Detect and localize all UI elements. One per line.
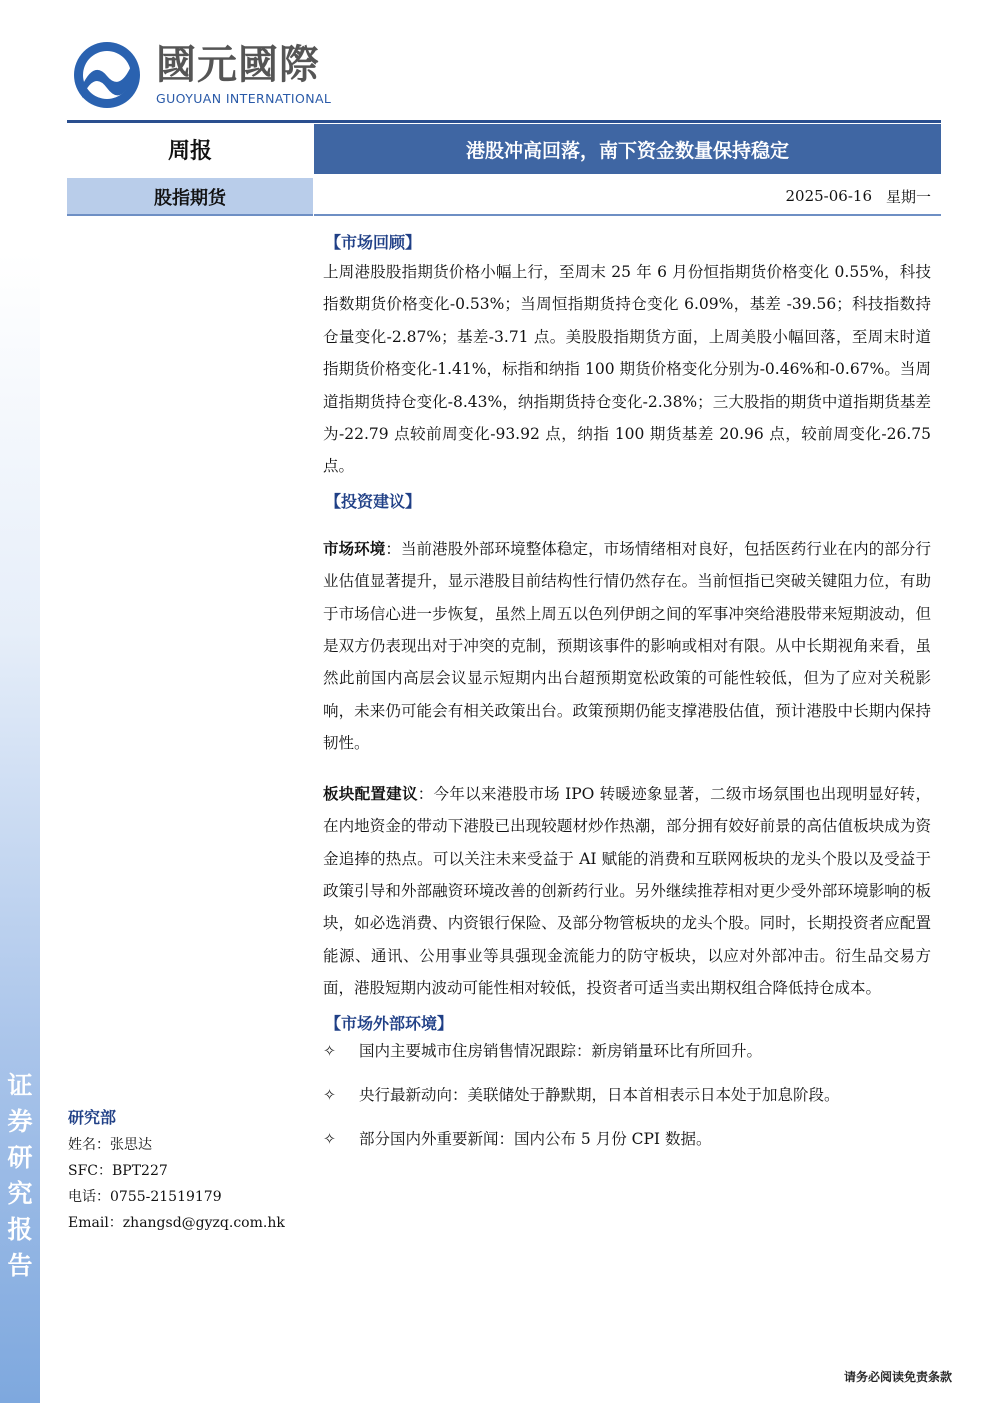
section-heading-advice: 【投资建议】 xyxy=(325,491,422,511)
review-paragraph: 上周港股股指期货价格小幅上行，至周末 25 年 6 月份恒指期货价格变化 0.55%，科技指数期货价格变化-0.53%；当周恒指期货持仓变化 6.09%，基差 -39.56；科技指数持仓量变化-2.87%；基差-3.71 点。美股股指期货方面，上周美股小幅回落，至周末时道指期货价格变化-1.41%，标指和纳指 100 期货价格变化分别为-0.46%和-0.67%。当周道指期货持仓变化-8.43%，纳指期货持仓变化-2.38%；三大股指的期货中道指期货基差为-22.79 点较前周变化-93.92 点，纳指 100 期货基差 20.96 点，较前周变化-26.75 点。 xyxy=(323,263,931,476)
logo-mark-icon xyxy=(72,40,142,110)
side-label: 证券研究报告 xyxy=(7,1071,33,1280)
diamond-bullet-icon: ✧ xyxy=(323,1129,336,1148)
report-title: 港股冲高回落，南下资金数量保持稳定 xyxy=(314,124,941,174)
report-weekday: 星期一 xyxy=(885,187,931,206)
contact-department: 研究部 xyxy=(68,1108,117,1127)
logo-chinese-text: 國元國際 xyxy=(156,42,320,88)
contact-email[interactable]: Email：zhangsd@gyzq.com.hk xyxy=(68,1215,285,1231)
contact-phone: 电话：0755-21519179 xyxy=(68,1189,222,1205)
advice-market-paragraph xyxy=(323,533,931,760)
section-heading-review: 【市场回顾】 xyxy=(325,233,422,252)
report-type: 周报 xyxy=(167,138,212,164)
analyst-contact xyxy=(68,1106,308,1236)
bullet-text: 部分国内外重要新闻：国内公布 5 月份 CPI 数据。 xyxy=(359,1129,712,1148)
contact-sfc: SFC：BPT227 xyxy=(68,1163,168,1179)
advice-market-text: ：当前港股外部环境整体稳定，市场情绪相对良好，包括医药行业在内的部分行业估值显著提升，显示港股目前结构性行情仍然存在。当前恒指已突破关键阻力位，有助于市场信心进一步恢复，虽然上周五以色列伊朗之间的军事冲突给港股带来短期波动，但是双方仍表现出对于冲突的克制，预期该事件的影响或相对有限。从中长期视角来看，虽然此前国内高层会议显示短期内出台超预期宽松政策的可能性较低，但为了应对关税影响，未来仍可能会有相关政策出台。政策预期仍能支撑港股估值，预计港股中长期内保持韧性。 xyxy=(323,539,931,753)
list-item xyxy=(323,1041,931,1061)
advice-sector-text: ：今年以来港股市场 IPO 转暖迹象显著，二级市场氛围也出现明显好转，在内地资金的带动下港股已出现较题材炒作热潮，部分拥有姣好前景的高估值板块成为资金追捧的热点。可以关注未来受益于 AI 赋能的消费和互联网板块的龙头个股以及受益于政策引导和外部融资环境改善的创新药行业。另外继续推荐相对更少受外部环境影响的板块，如必选消费、内资银行保险、及部分物管板块的龙头个股。同时，长期投资者应配置能源、通讯、公用事业等具强现金流能力的防守板块，以应对外部冲击。衍生品交易方面，港股短期内波动可能性相对较低，投资者可适当卖出期权组合降低持仓成本。 xyxy=(323,784,931,998)
header-rule xyxy=(67,120,941,123)
footer-disclaimer[interactable]: 请务必阅读免责条款 xyxy=(843,1370,952,1384)
list-item xyxy=(323,1085,931,1105)
diamond-bullet-icon: ✧ xyxy=(323,1041,336,1060)
diamond-bullet-icon: ✧ xyxy=(323,1085,336,1104)
bullet-text: 国内主要城市住房销售情况跟踪：新房销量环比有所回升。 xyxy=(359,1041,763,1060)
external-bullet-list xyxy=(323,1041,931,1149)
advice-market-label: 市场环境 xyxy=(323,539,386,558)
category-underline xyxy=(67,214,313,216)
bullet-text: 央行最新动向：美联储处于静默期，日本首相表示日本处于加息阶段。 xyxy=(359,1085,840,1104)
list-item xyxy=(323,1129,931,1149)
report-category: 股指期货 xyxy=(67,178,313,216)
date-row xyxy=(314,178,941,216)
advice-sector-paragraph xyxy=(323,778,931,1005)
section-heading-external: 【市场外部环境】 xyxy=(325,1013,454,1033)
main-content xyxy=(323,230,931,1173)
report-date: 2025-06-16 xyxy=(785,187,872,205)
logo-english-text: GUOYUAN INTERNATIONAL xyxy=(156,91,332,106)
company-logo xyxy=(72,40,342,112)
advice-sector-label: 板块配置建议 xyxy=(323,784,418,803)
contact-name: 姓名：张思达 xyxy=(68,1137,152,1153)
